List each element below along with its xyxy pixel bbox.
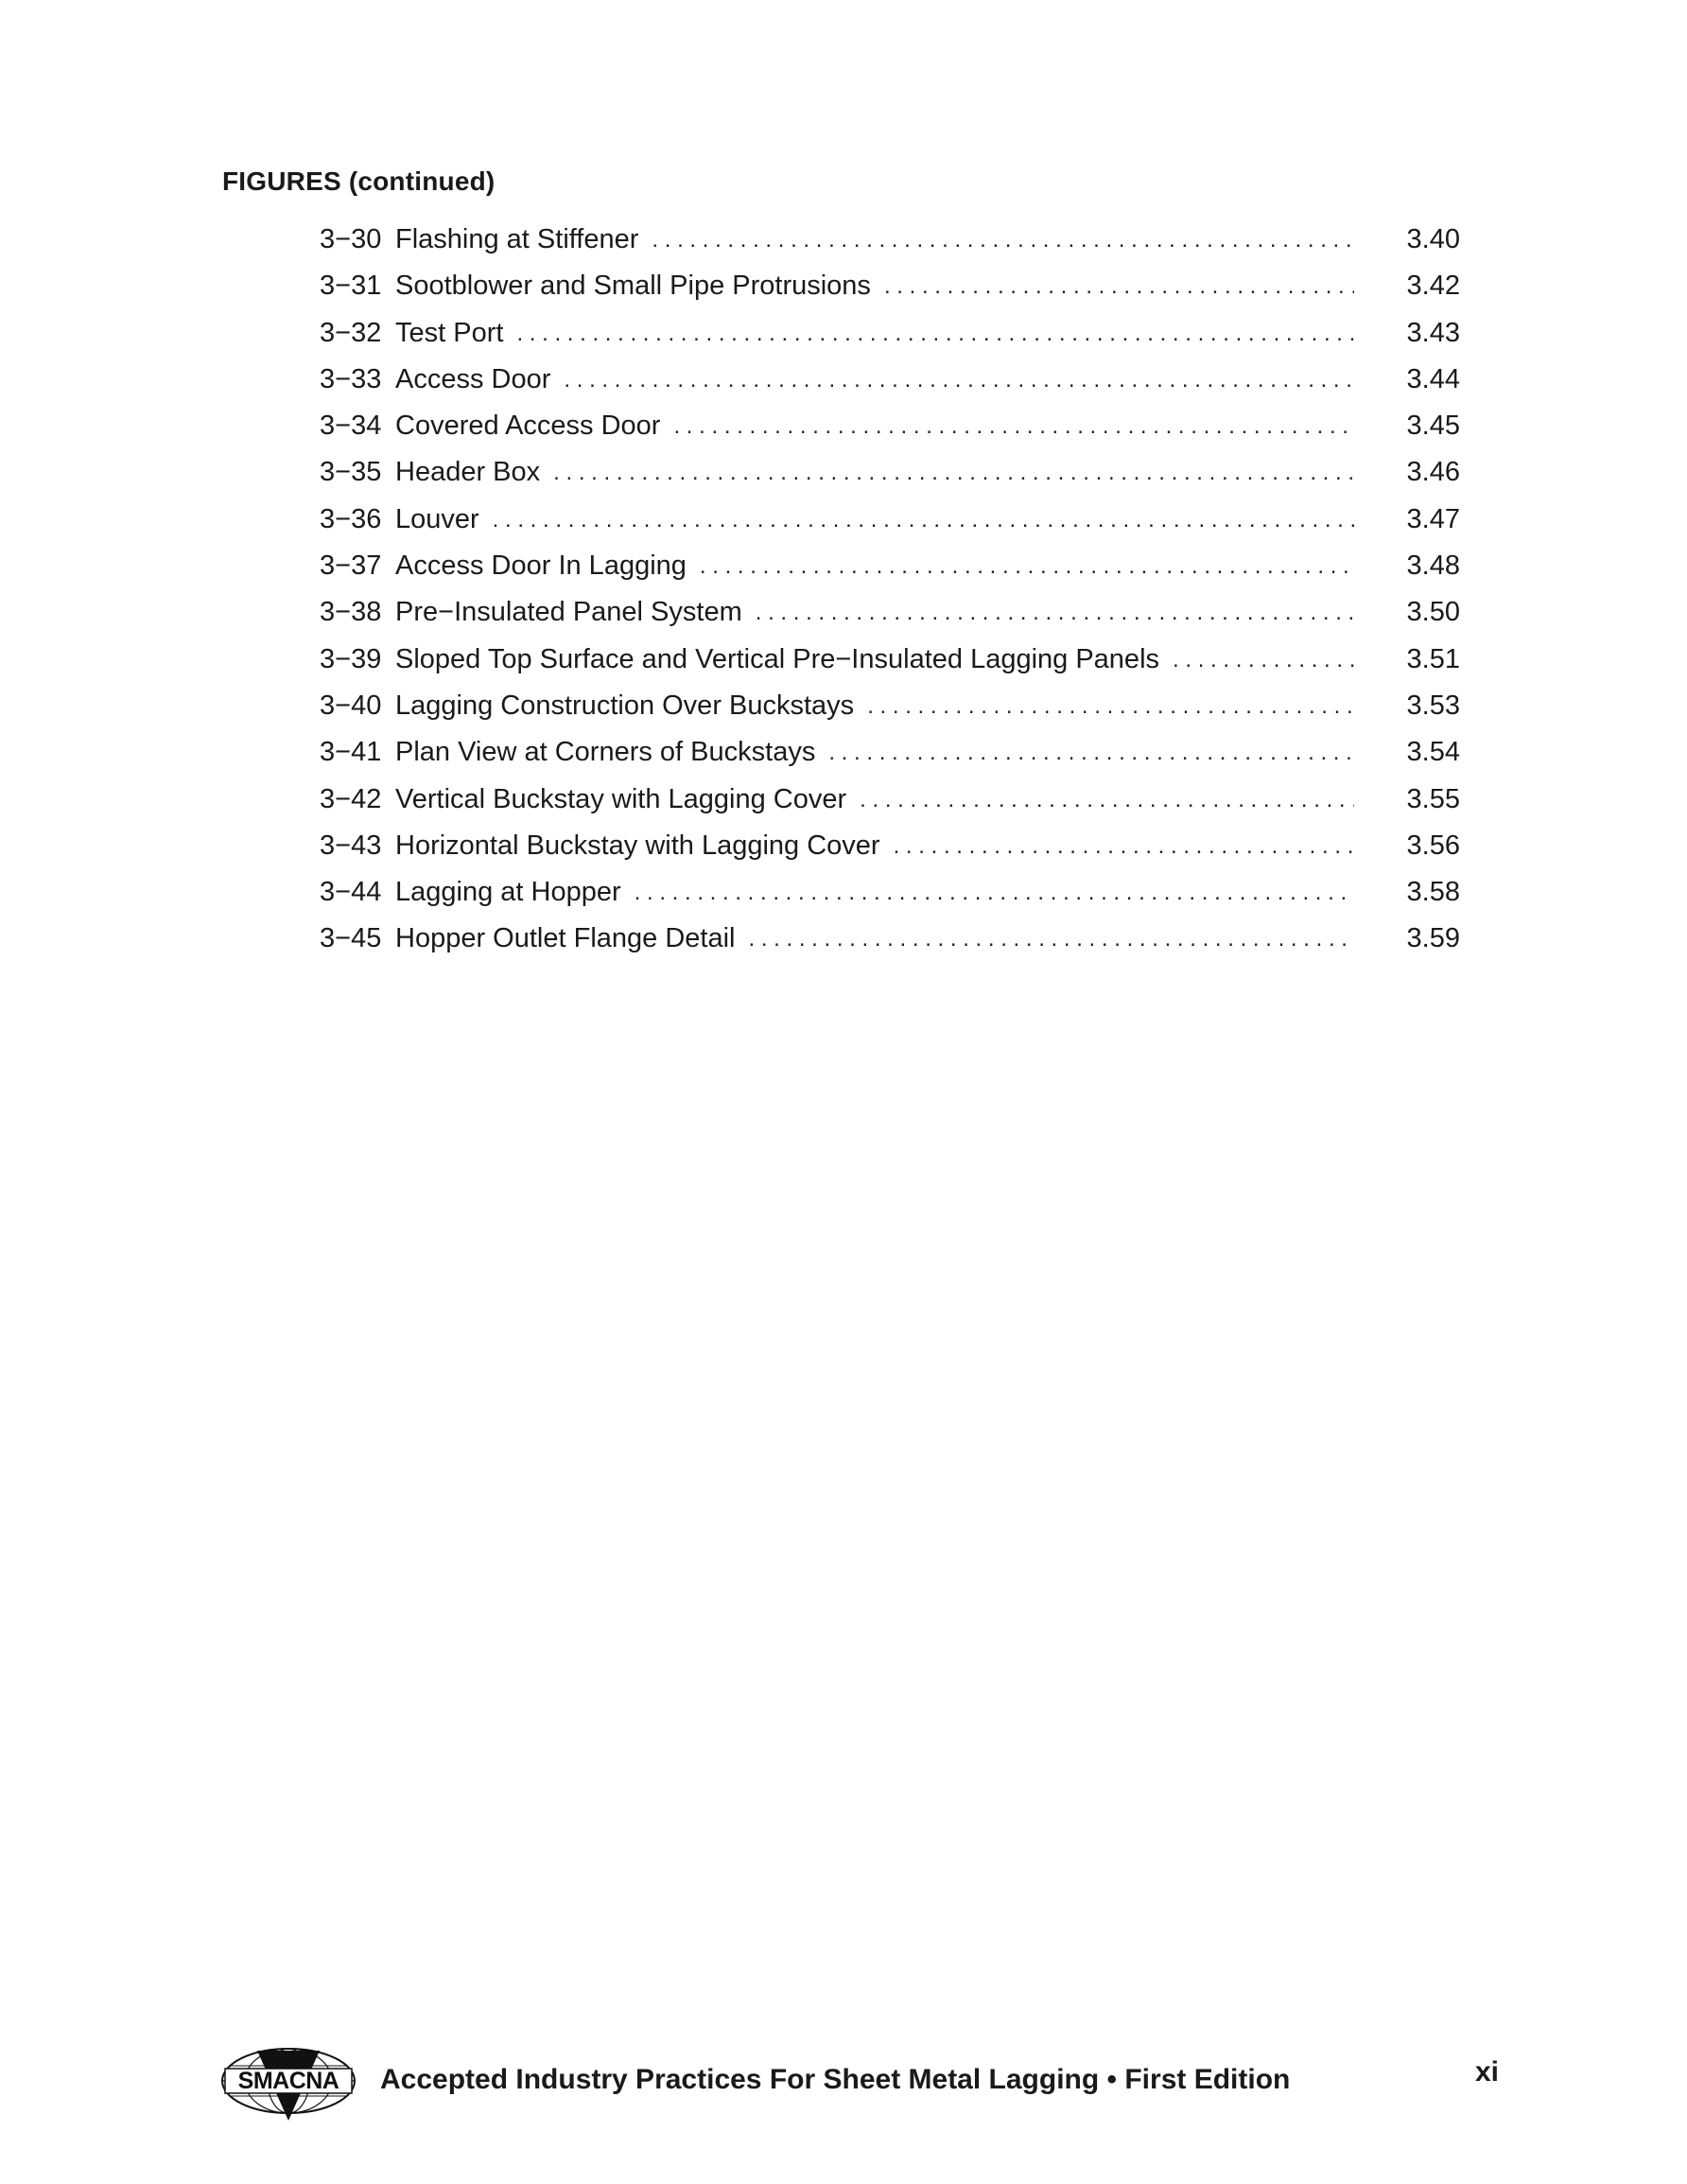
figure-title: Lagging at Hopper [395, 877, 621, 908]
toc-entry[interactable] [320, 644, 1460, 690]
page-reference: 3.59 [1406, 923, 1460, 954]
page-reference: 3.51 [1406, 643, 1460, 674]
toc-entry[interactable] [320, 923, 1460, 970]
smacna-logo [219, 2043, 357, 2123]
dot-leader [564, 367, 1354, 393]
toc-entry[interactable] [320, 411, 1460, 457]
dot-leader [700, 553, 1354, 580]
dot-leader [748, 926, 1354, 952]
toc-entry[interactable] [320, 271, 1460, 317]
page-footer [219, 2043, 1505, 2128]
page-reference: 3.43 [1406, 317, 1460, 348]
figure-title: Horizontal Buckstay with Lagging Cover [395, 830, 880, 861]
figure-title: Header Box [395, 457, 541, 488]
section-heading: FIGURES (continued) [222, 166, 496, 196]
publication-title: Accepted Industry Practices For Sheet Metal Lagging • First Edition [380, 2064, 1291, 2095]
toc-entry[interactable] [320, 597, 1460, 643]
page-reference: 3.45 [1406, 411, 1460, 442]
figure-title: Louver [395, 503, 479, 534]
dot-leader [652, 227, 1354, 253]
figure-title: Flashing at Stiffener [395, 224, 639, 254]
figure-title: Pre−Insulated Panel System [395, 597, 742, 628]
toc-entry[interactable] [320, 224, 1460, 271]
toc-entry[interactable] [320, 457, 1460, 503]
page-reference: 3.50 [1406, 597, 1460, 628]
figure-number: 3−41 [320, 737, 382, 768]
dot-leader [493, 507, 1354, 533]
toc-entry[interactable] [320, 877, 1460, 923]
page-reference: 3.40 [1406, 224, 1460, 254]
page-reference: 3.53 [1406, 690, 1460, 721]
figures-list [320, 224, 1460, 970]
page-reference: 3.44 [1406, 363, 1460, 394]
figure-number: 3−44 [320, 877, 382, 908]
page-reference: 3.42 [1406, 271, 1460, 302]
toc-entry[interactable] [320, 690, 1460, 737]
figure-number: 3−37 [320, 550, 382, 582]
figure-title: Sootblower and Small Pipe Protrusions [395, 271, 871, 302]
page-reference: 3.46 [1406, 457, 1460, 488]
figure-title: Access Door [395, 363, 551, 394]
toc-entry[interactable] [320, 737, 1460, 783]
page-reference: 3.56 [1406, 830, 1460, 861]
figure-title: Covered Access Door [395, 411, 661, 442]
page-reference: 3.47 [1406, 503, 1460, 534]
dot-leader [884, 273, 1354, 300]
page-reference: 3.55 [1406, 783, 1460, 814]
dot-leader [894, 833, 1354, 860]
figure-title: Hopper Outlet Flange Detail [395, 923, 736, 954]
figure-number: 3−35 [320, 457, 382, 488]
dot-leader [756, 600, 1354, 626]
dot-leader [1173, 647, 1354, 673]
figure-number: 3−30 [320, 224, 382, 254]
figure-number: 3−36 [320, 503, 382, 534]
figure-title: Access Door In Lagging [395, 550, 687, 582]
figure-number: 3−43 [320, 830, 382, 861]
figure-number: 3−38 [320, 597, 382, 628]
dot-leader [860, 787, 1354, 813]
dot-leader [553, 460, 1354, 486]
page-reference: 3.48 [1406, 550, 1460, 582]
figure-number: 3−39 [320, 643, 382, 674]
figure-title: Lagging Construction Over Buckstays [395, 690, 855, 721]
toc-entry[interactable] [320, 318, 1460, 364]
logo-text: SMACNA [237, 2068, 339, 2094]
dot-leader [673, 413, 1354, 440]
page-reference: 3.54 [1406, 737, 1460, 768]
figure-number: 3−34 [320, 411, 382, 442]
dot-leader [828, 740, 1354, 766]
page-reference: 3.58 [1406, 877, 1460, 908]
figure-title: Plan View at Corners of Buckstays [395, 737, 816, 768]
figure-title: Sloped Top Surface and Vertical Pre−Insulated Lagging Panels [395, 643, 1160, 674]
toc-entry[interactable] [320, 550, 1460, 597]
figure-number: 3−42 [320, 783, 382, 814]
dot-leader [867, 693, 1354, 720]
dot-leader [635, 880, 1354, 906]
figure-number: 3−31 [320, 271, 382, 302]
toc-entry[interactable] [320, 504, 1460, 550]
figure-title: Vertical Buckstay with Lagging Cover [395, 783, 847, 814]
figure-number: 3−32 [320, 317, 382, 348]
page-number: xi [1475, 2056, 1500, 2088]
figure-title: Test Port [395, 317, 504, 348]
figure-number: 3−40 [320, 690, 382, 721]
toc-entry[interactable] [320, 784, 1460, 830]
figure-number: 3−33 [320, 363, 382, 394]
toc-entry[interactable] [320, 830, 1460, 877]
dot-leader [516, 321, 1354, 347]
figure-number: 3−45 [320, 923, 382, 954]
toc-entry[interactable] [320, 364, 1460, 411]
